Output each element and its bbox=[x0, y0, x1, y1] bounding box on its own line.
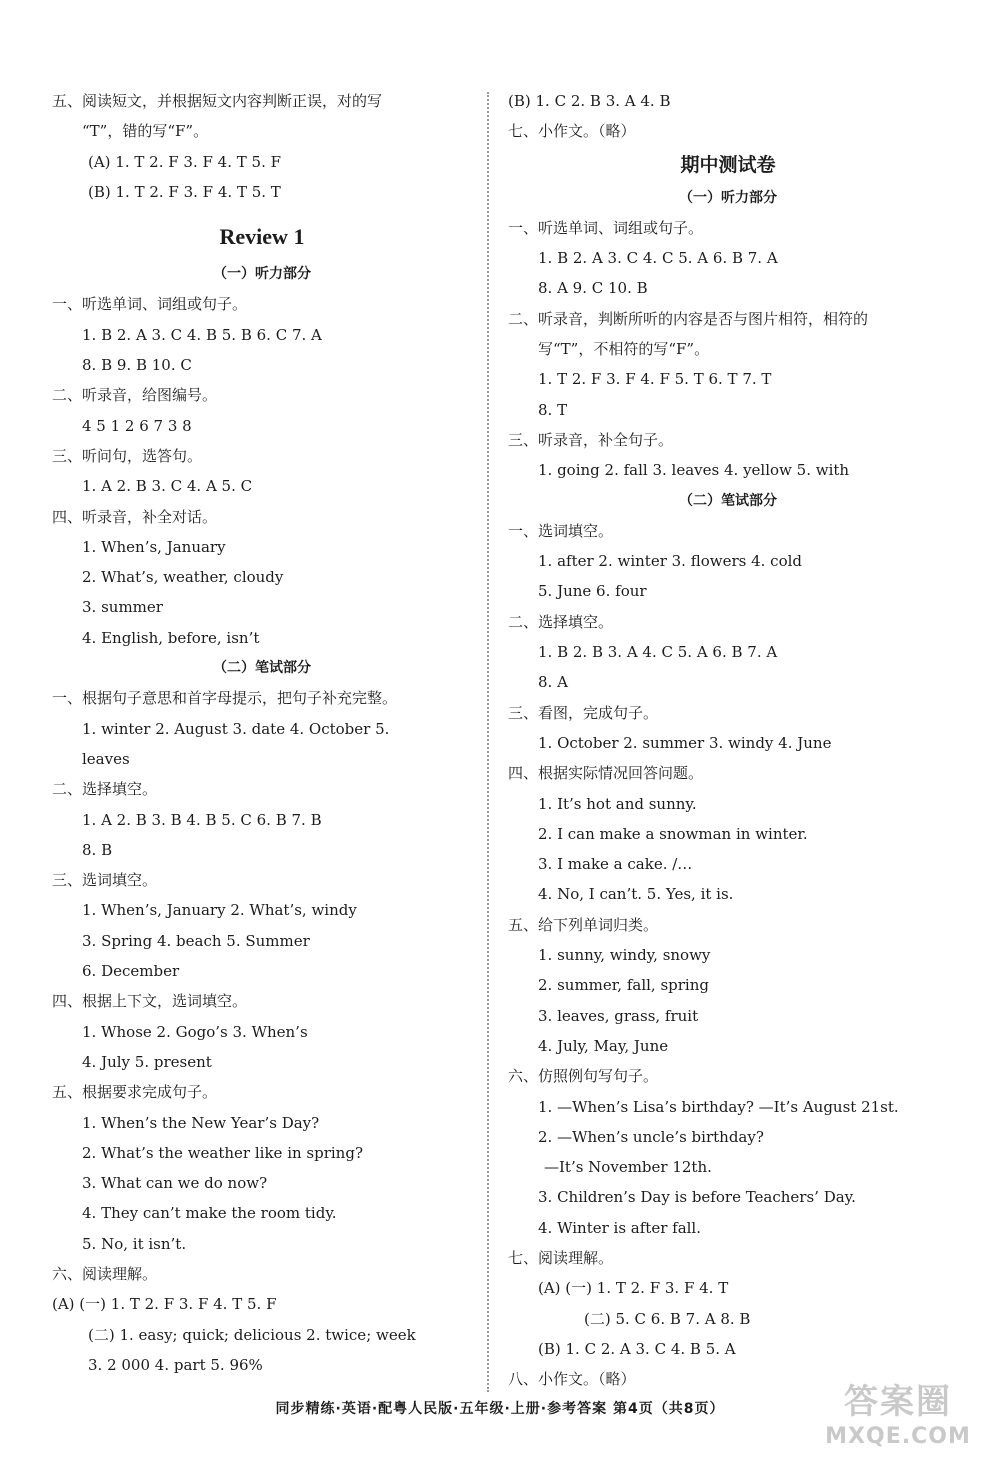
left-column bbox=[52, 86, 472, 1380]
answer-line: 1. B 2. A 3. C 4. C 5. A 6. B 7. A bbox=[538, 249, 778, 268]
section-heading-cont: “T”，错的写“F”。 bbox=[82, 122, 209, 141]
answer-line: 2. I can make a snowman in winter. bbox=[538, 824, 808, 843]
answer-line: 3. What can we do now? bbox=[82, 1174, 268, 1193]
section-heading: 一、选词填空。 bbox=[508, 521, 614, 540]
midterm-title: 期中测试卷 bbox=[680, 153, 776, 176]
answer-line: 1. T 2. F 3. F 4. F 5. T 6. T 7. T bbox=[538, 370, 772, 389]
section-heading: 五、阅读短文，并根据短文内容判断正误，对的写 bbox=[52, 92, 383, 110]
section-heading: 六、仿照例句写句子。 bbox=[508, 1067, 659, 1086]
answer-line: 4 5 1 2 6 7 3 8 bbox=[82, 416, 192, 435]
right-column bbox=[508, 86, 948, 1394]
answer-line: 5. June 6. four bbox=[538, 582, 647, 601]
answer-line: 1. It’s hot and sunny. bbox=[538, 794, 697, 813]
answer-line: 8. B 9. B 10. C bbox=[82, 356, 192, 375]
section-heading: 二、听录音，给图编号。 bbox=[52, 386, 218, 405]
answer-line: 1. A 2. B 3. B 4. B 5. C 6. B 7. B bbox=[82, 810, 322, 829]
subsection-heading: （一）听力部分 bbox=[213, 266, 311, 283]
answer-line: 3. leaves, grass, fruit bbox=[538, 1006, 699, 1025]
subsection-heading: （一）听力部分 bbox=[679, 189, 777, 206]
answer-line: 3. Spring 4. beach 5. Summer bbox=[82, 931, 310, 950]
section-heading: 四、根据上下文，选词填空。 bbox=[52, 992, 248, 1011]
answer-line: 4. Winter is after fall. bbox=[538, 1218, 701, 1237]
answer-line: —It’s November 12th. bbox=[544, 1158, 712, 1177]
answer-line: 3. I make a cake. /… bbox=[538, 855, 693, 874]
section-heading: 三、听问句，选答句。 bbox=[52, 446, 203, 465]
answer-line: (二) 1. easy; quick; delicious 2. twice; week bbox=[88, 1325, 416, 1344]
answer-line: 8. A 9. C 10. B bbox=[538, 279, 648, 298]
subsection-heading: （二）笔试部分 bbox=[679, 492, 777, 509]
answer-line: 5. No, it isn’t. bbox=[82, 1234, 187, 1253]
answer-line: 8. T bbox=[538, 400, 568, 419]
answer-line: 3. summer bbox=[82, 598, 163, 617]
section-heading: 三、看图，完成句子。 bbox=[508, 703, 659, 722]
column-divider bbox=[487, 92, 489, 1392]
answer-line: 1. Whose 2. Gogo’s 3. When’s bbox=[82, 1022, 308, 1041]
answer-line: 2. What’s the weather like in spring? bbox=[82, 1143, 363, 1162]
answer-line: 2. What’s, weather, cloudy bbox=[82, 568, 284, 587]
answer-line: 8. B bbox=[82, 840, 113, 859]
watermark-text-bottom: MXQE.COM bbox=[825, 1424, 971, 1449]
answer-line: 1. B 2. A 3. C 4. B 5. B 6. C 7. A bbox=[82, 325, 322, 344]
section-heading: 五、给下列单词归类。 bbox=[508, 915, 659, 934]
section-heading: 一、听选单词、词组或句子。 bbox=[52, 295, 248, 314]
review-title: Review 1 bbox=[219, 224, 305, 250]
answer-line: 2. summer, fall, spring bbox=[538, 976, 709, 995]
answer-line: 1. after 2. winter 3. flowers 4. cold bbox=[538, 552, 803, 571]
watermark-text-top: 答案圈 bbox=[844, 1382, 952, 1422]
answer-line: 1. —When’s Lisa’s birthday? —It’s August 21st. bbox=[538, 1097, 899, 1116]
answer-line: (B) 1. C 2. A 3. C 4. B 5. A bbox=[538, 1339, 736, 1358]
answer-line: 1. When’s, January bbox=[82, 537, 226, 556]
answer-line: 3. 2 000 4. part 5. 96% bbox=[88, 1355, 263, 1374]
answer-line: 1. B 2. B 3. A 4. C 5. A 6. B 7. A bbox=[538, 643, 778, 662]
answer-line: 3. Children’s Day is before Teachers’ Day. bbox=[538, 1188, 856, 1207]
answer-line: (A) (一) 1. T 2. F 3. F 4. T 5. F bbox=[52, 1295, 277, 1314]
section-heading: 二、选择填空。 bbox=[52, 780, 158, 799]
answer-line: 1. going 2. fall 3. leaves 4. yellow 5. with bbox=[538, 461, 850, 480]
answer-line: 1. When’s, January 2. What’s, windy bbox=[82, 901, 357, 920]
answer-line: (A) (一) 1. T 2. F 3. F 4. T bbox=[538, 1279, 729, 1298]
section-heading: 四、听录音，补全对话。 bbox=[52, 507, 218, 526]
answer-line: 1. winter 2. August 3. date 4. October 5. bbox=[82, 719, 390, 738]
section-heading: 一、听选单词、词组或句子。 bbox=[508, 218, 704, 237]
section-heading: 三、选词填空。 bbox=[52, 871, 158, 890]
answer-line: (B) 1. C 2. B 3. A 4. B bbox=[508, 92, 671, 110]
answer-line: 1. October 2. summer 3. windy 4. June bbox=[538, 733, 832, 752]
subsection-heading: （二）笔试部分 bbox=[213, 660, 311, 677]
page-footer: 同步精练·英语·配粤人民版·五年级·上册·参考答案 第4页（共8页） bbox=[275, 1401, 725, 1417]
answer-line: 1. A 2. B 3. C 4. A 5. C bbox=[82, 477, 253, 496]
answer-line: (A) 1. T 2. F 3. F 4. T 5. F bbox=[88, 152, 282, 171]
answer-line: 2. —When’s uncle’s birthday? bbox=[538, 1127, 764, 1146]
answer-line: 4. No, I can’t. 5. Yes, it is. bbox=[538, 885, 734, 904]
section-heading: 二、听录音，判断所听的内容是否与图片相符，相符的 bbox=[508, 309, 869, 328]
watermark-logo bbox=[818, 1381, 978, 1461]
answer-line: leaves bbox=[82, 749, 130, 768]
section-heading: 七、小作文。（略） bbox=[508, 122, 636, 141]
section-heading: 七、阅读理解。 bbox=[508, 1248, 614, 1267]
section-heading-cont: 写“T”，不相符的写“F”。 bbox=[538, 340, 710, 359]
answer-line: 6. December bbox=[82, 962, 180, 981]
answer-line: 1. When’s the New Year’s Day? bbox=[82, 1113, 320, 1132]
answer-line: 1. sunny, windy, snowy bbox=[538, 946, 711, 965]
section-heading: 四、根据实际情况回答问题。 bbox=[508, 764, 704, 783]
section-heading: 五、根据要求完成句子。 bbox=[52, 1083, 218, 1102]
section-heading: 六、阅读理解。 bbox=[52, 1264, 158, 1283]
answer-line: (二) 5. C 6. B 7. A 8. B bbox=[584, 1309, 751, 1328]
section-heading: 二、选择填空。 bbox=[508, 612, 614, 631]
section-heading: 八、小作文。（略） bbox=[508, 1370, 636, 1389]
answer-line: 8. A bbox=[538, 673, 568, 692]
answer-line: 4. July, May, June bbox=[538, 1036, 669, 1055]
answer-line: (B) 1. T 2. F 3. F 4. T 5. T bbox=[88, 182, 281, 201]
answer-line: 4. They can’t make the room tidy. bbox=[82, 1204, 337, 1223]
section-heading: 一、根据句子意思和首字母提示，把句子补充完整。 bbox=[52, 689, 398, 708]
answer-line: 4. July 5. present bbox=[82, 1052, 212, 1071]
section-heading: 三、听录音，补全句子。 bbox=[508, 430, 674, 449]
answer-line: 4. English, before, isn’t bbox=[82, 628, 260, 647]
